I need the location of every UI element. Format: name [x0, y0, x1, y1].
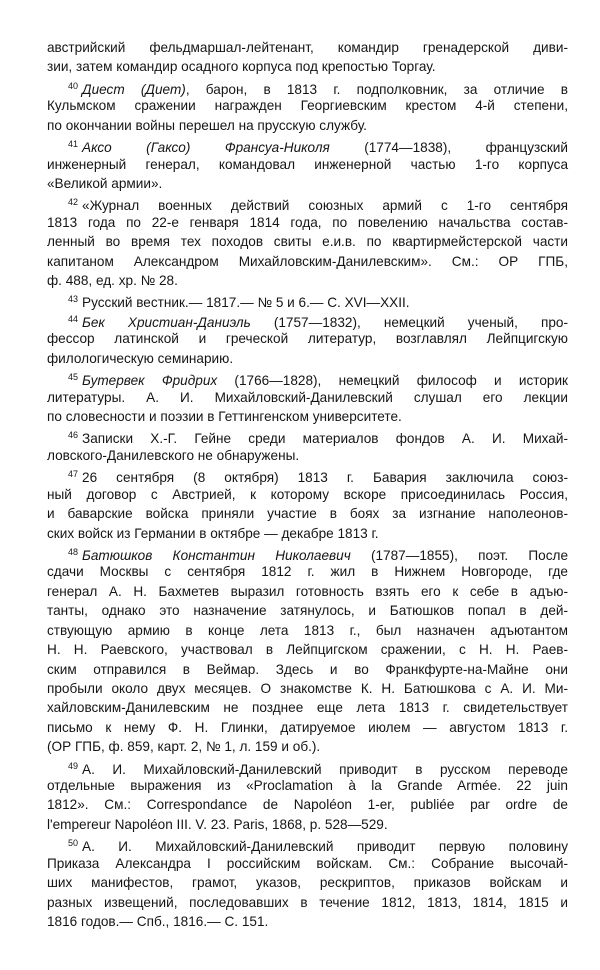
footnote-name: Бутервек Фридрих: [82, 373, 218, 389]
footnote-first-line: [47, 193, 568, 212]
footnote-text: (1787—1855), поэт. После: [350, 547, 569, 563]
footnote-first-line: [47, 310, 568, 329]
footnote-text: , барон, в 1813 г. подполковник, за отличие в: [185, 81, 569, 97]
text-line: ленный во время тех походов свиты е.и.в. по квартирмейстерской части: [47, 234, 568, 250]
text-line: филологическую семинарию.: [47, 350, 234, 366]
footnotes-page: [47, 38, 568, 931]
text-line: литературы. А. И. Михайловский-Данилевский слушал его лекции: [47, 389, 568, 405]
footnote-50: [47, 834, 568, 931]
text-line: ским отправился в Веймар. Здесь и во Франкфурте-на-Майне они: [47, 661, 568, 677]
text-line: Н. Н. Раевского, участвовал в Лейпцигском сражении, с Н. Н. Раев-: [47, 642, 568, 658]
footnote-text: (1766—1828), немецкий философ и историк: [217, 373, 568, 389]
text-line: отдельные выражения из «Proclamation à la Grande Armée. 22 juin: [47, 778, 568, 794]
footnote-43: [47, 290, 568, 309]
footnote-first-line: [47, 757, 568, 776]
footnote-number: 47: [68, 469, 79, 480]
text-line: генерал А. Н. Бахметев выразил готовность взять его к себе в адъю-: [47, 583, 568, 599]
footnote-44: [47, 310, 568, 368]
footnote-45: [47, 368, 568, 426]
footnote-text: 26 сентября (8 октября) 1813 г. Бавария заключила союз-: [82, 470, 568, 486]
text-line: l'empereur Napoléon III. V. 23. Paris, 1868, p. 528—529.: [47, 816, 388, 832]
continued-footnote: [47, 38, 568, 77]
footnote-number: 44: [68, 313, 79, 324]
text-line: письмо к нему Ф. Н. Глинки, датируемое июлем — августом 1813 г.: [47, 719, 568, 735]
footnote-number: 49: [68, 760, 79, 771]
footnote-number: 46: [68, 430, 79, 441]
text-line: ловского-Данилевского не обнаружены.: [47, 447, 300, 463]
footnote-text: Записки Х.-Г. Гейне среди материалов фондов А. И. Михай-: [82, 431, 568, 447]
text-line: и баварские войска приняли участие в боях за изгнание наполеонов-: [47, 506, 568, 522]
text-line: Кульмском сражении награжден Георгиевским крестом 4-й степени,: [47, 98, 568, 114]
text-line: ских войск из Германии в октябре — декабре 1813 г.: [47, 525, 379, 541]
footnote-41: [47, 135, 568, 193]
footnote-49: [47, 757, 568, 835]
footnote-42: [47, 193, 568, 290]
footnote-first-line: [47, 465, 568, 484]
text-line: разных извещений, последовавших в течение 1812, 1813, 1814, 1815 и: [47, 894, 568, 910]
footnote-text: (1757—1832), немецкий ученый, про-: [250, 314, 568, 330]
text-line: фессор латинской и греческой литератур, возглавлял Лейпцигскую: [47, 331, 568, 347]
footnote-47: [47, 465, 568, 543]
footnote-first-line: [47, 834, 568, 853]
text-line: пробыли около двух месяцев. О знакомстве К. Н. Батюшкова с А. И. Ми-: [47, 680, 568, 696]
text-line: ших манифестов, грамот, указов, рескриптов, приказов войскам и: [47, 875, 568, 891]
footnote-number: 48: [68, 546, 79, 557]
footnote-first-line: [47, 290, 568, 309]
footnote-number: 41: [68, 139, 79, 150]
text-line: (ОР ГПБ, ф. 859, карт. 2, № 1, л. 159 и об.).: [47, 739, 321, 755]
text-line: по окончании войны перешел на прусскую службу.: [47, 117, 367, 133]
text-line: по словесности и поэзии в Геттингенском университете.: [47, 409, 402, 425]
footnote-name: Батюшков Константин Николаевич: [82, 547, 351, 563]
text-line: ф. 488, ед. хр. № 28.: [47, 273, 178, 289]
text-line: хайловским-Данилевским не позднее еще лета 1813 г. свидетельствует: [47, 700, 568, 716]
text-line: 1816 годов.— Спб., 1816.— С. 151.: [47, 913, 269, 929]
footnote-first-line: [47, 135, 568, 154]
footnote-first-line: [47, 77, 568, 96]
text-line: «Великой армии».: [47, 175, 163, 191]
footnote-40: [47, 77, 568, 135]
footnote-first-line: [47, 543, 568, 562]
footnote-text: Русский вестник.— 1817.— № 5 и 6.— С. XVI—XXII.: [82, 295, 410, 311]
footnote-number: 40: [68, 80, 79, 91]
footnote-name: Диест (Диет): [82, 81, 186, 97]
footnote-first-line: [47, 368, 568, 387]
footnote-text: А. И. Михайловский-Данилевский приводит первую половину: [82, 839, 568, 855]
text-line: танты, однако это назначение затянулось, и Батюшков попал в дей-: [47, 603, 568, 619]
text-line: ствующую армию в конце лета 1813 г., был назначен адъютантом: [47, 622, 568, 638]
text-line: 1813 года по 22-е генваря 1814 года, по повелению начальства состав-: [47, 214, 568, 230]
text-line: ный договор с Австрией, к которому вскоре присоединилась Россия,: [47, 486, 568, 502]
footnote-text: А. И. Михайловский-Данилевский приводит в русском переводе: [82, 761, 568, 777]
footnote-name: Бек Христиан-Даниэль: [82, 314, 251, 330]
text-line: Приказа Александра I российским войскам. См.: Собрание высочай-: [47, 855, 568, 871]
text-line: капитаном Александром Михайловским-Данилевским». См.: ОР ГПБ,: [47, 253, 568, 269]
footnote-number: 42: [68, 197, 79, 208]
text-line: австрийский фельдмаршал-лейтенант, командир гренадерской диви-: [47, 40, 568, 55]
footnote-text: «Журнал военных действий союзных армий с 1-го сентября: [82, 198, 568, 214]
footnote-number: 43: [68, 294, 79, 305]
footnote-number: 50: [68, 838, 79, 849]
footnote-48: [47, 543, 568, 757]
footnote-number: 45: [68, 372, 79, 383]
text-line: 1812». См.: Correspondance de Napoléon 1-er, publiée par ordre de: [47, 797, 568, 813]
text-line: сдачи Москвы с сентября 1812 г. жил в Нижнем Новгороде, где: [47, 564, 568, 580]
footnote-46: [47, 426, 568, 465]
footnote-first-line: [47, 426, 568, 445]
text-line: инженерный генерал, командовал инженерной частью 1-го корпуса: [47, 156, 568, 172]
footnote-name: Аксо (Гаксо) Франсуа-Николя: [82, 140, 330, 156]
footnote-text: (1774—1838), французский: [329, 140, 568, 156]
text-line: зии, затем командир осадного корпуса под крепостью Торгау.: [47, 59, 436, 75]
